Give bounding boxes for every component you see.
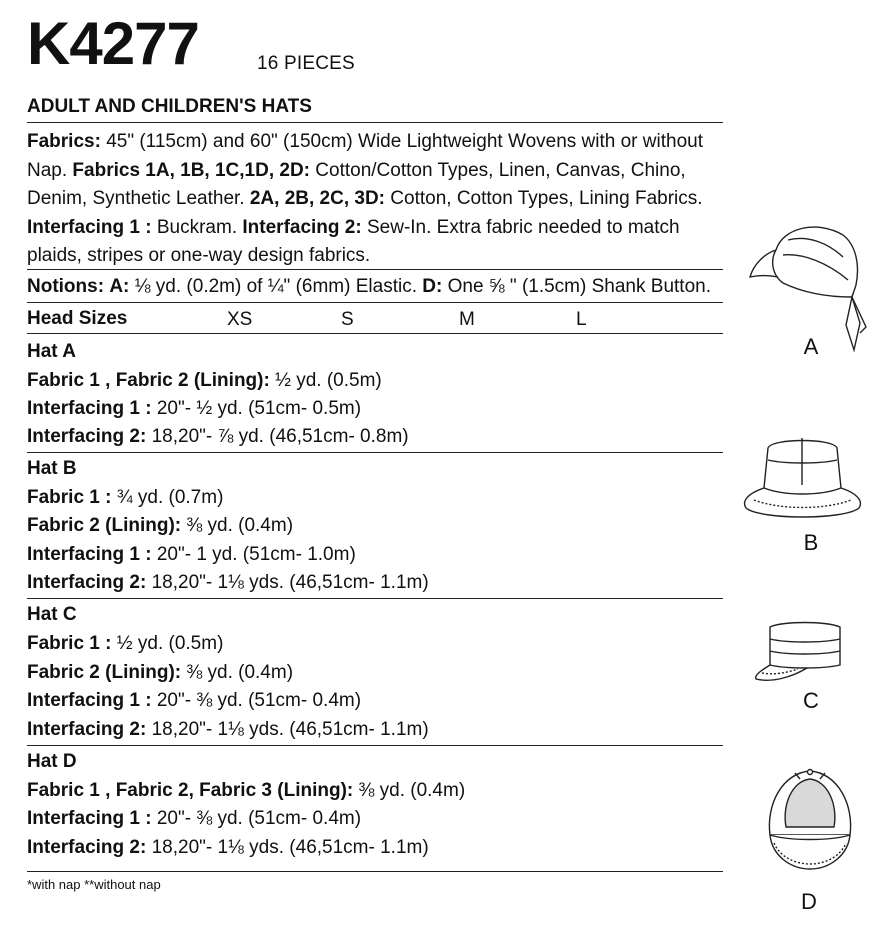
sketch-label-d: D [801,889,817,914]
divider [27,452,723,453]
size-l: L [576,309,587,330]
interfacing-1-label: Interfacing 1 : [27,216,152,238]
row-value: 20"- ½ yd. (51cm- 0.5m) [151,398,362,419]
row-value: ¾ yd. (0.7m) [111,487,224,508]
sketch-label-c: C [803,688,819,713]
row-value: ⅜ yd. (0.4m) [353,780,466,801]
fabrics-1-label: Fabrics 1A, 1B, 1C,1D, 2D: [72,159,311,181]
hat-b-row [27,488,223,507]
footnote: *with nap **without nap [27,877,161,892]
divider [27,269,723,270]
row-value: ⅜ yd. (0.4m) [181,662,294,683]
row-label: Fabric 2 (Lining): [27,662,182,683]
notions-a-label: A: [109,276,130,297]
row-label: Interfacing 2: [27,426,147,447]
divider [27,871,723,872]
row-label: Fabric 2 (Lining): [27,515,182,536]
notions-line [27,277,711,296]
hat-d-title: Hat D [27,751,77,772]
hat-b-row [27,573,429,592]
hat-b-row [27,545,356,564]
row-label: Fabric 1 , Fabric 2, Fabric 3 (Lining): [27,780,354,801]
hat-d-sketch-icon [760,765,860,880]
pieces-count: 16 PIECES [257,53,355,74]
notions-label: Notions: [27,276,105,297]
size-s: S [341,309,354,330]
divider [27,598,723,599]
fabrics-text: 45" (115cm) and 60" (150cm) Wide Lightweight Wovens with or without Nap. [27,131,703,181]
row-label: Fabric 1 , Fabric 2 (Lining): [27,370,270,391]
row-value: 18,20"- 1⅛ yds. (46,51cm- 1.1m) [146,719,429,740]
divider [27,745,723,746]
row-value: ½ yd. (0.5m) [111,633,224,654]
pattern-code: K4277 [27,10,199,77]
hat-b-sketch-icon [740,430,865,525]
hat-c-title: Hat C [27,604,77,625]
row-label: Interfacing 1 : [27,690,152,711]
row-value: ⅜ yd. (0.4m) [181,515,294,536]
row-label: Fabric 1 : [27,487,112,508]
hat-a-title: Hat A [27,341,76,362]
divider [27,122,723,123]
hat-b-title: Hat B [27,458,77,479]
row-value: 18,20"- 1⅛ yds. (46,51cm- 1.1m) [146,837,429,858]
interfacing-2-label: Interfacing 2: [242,216,362,238]
row-label: Interfacing 1 : [27,544,152,565]
hat-a-row [27,399,361,418]
divider [27,333,723,334]
hat-c-row [27,634,223,653]
fabrics-paragraph [27,128,717,271]
row-label: Interfacing 2: [27,572,147,593]
row-value: 20"- ⅜ yd. (51cm- 0.4m) [151,808,362,829]
hat-a-row [27,371,382,390]
row-value: 18,20"- ⅞ yd. (46,51cm- 0.8m) [146,426,409,447]
fabrics-label: Fabrics: [27,131,101,152]
divider [27,302,723,303]
hat-c-sketch-icon [752,615,857,685]
interfacing-2-text: Sew-In. Extra fabric needed to match plaids, stripes or one-way design fabrics. [27,216,680,266]
size-m: M [459,309,475,330]
size-xs: XS [227,309,253,330]
hat-b-row [27,516,293,535]
notions-a-text: ⅛ yd. (0.2m) of ¼" (6mm) Elastic. [129,276,423,297]
hat-c-row [27,720,429,739]
row-value: 20"- ⅜ yd. (51cm- 0.4m) [151,690,362,711]
notions-d-label: D: [422,276,443,297]
fabrics-2-label: 2A, 2B, 2C, 3D: [249,188,385,209]
sketch-label-b: B [803,530,819,555]
sketch-label-a: A [803,334,819,359]
hat-d-row [27,838,429,857]
row-value: 18,20"- 1⅛ yds. (46,51cm- 1.1m) [146,572,429,593]
hat-c-row [27,663,293,682]
hat-d-row [27,809,361,828]
row-label: Interfacing 1 : [27,808,152,829]
row-value: ½ yd. (0.5m) [269,370,382,391]
hat-d-row [27,781,465,800]
fabrics-1-text: Cotton/Cotton Types, Linen, Canvas, Chino, Denim, Synthetic Leather. [27,159,686,209]
page-title: ADULT AND CHILDREN'S HATS [27,96,312,117]
row-label: Interfacing 1 : [27,398,152,419]
row-label: Fabric 1 : [27,633,112,654]
row-label: Interfacing 2: [27,719,147,740]
row-label: Interfacing 2: [27,837,147,858]
hat-c-row [27,691,361,710]
head-sizes-label: Head Sizes [27,308,128,329]
interfacing-1-text: Buckram. [151,216,243,238]
notions-d-text: One ⅝ " (1.5cm) Shank Button. [442,276,711,297]
row-value: 20"- 1 yd. (51cm- 1.0m) [151,544,356,565]
hat-a-row [27,427,409,446]
hat-a-sketch-icon [748,205,868,355]
fabrics-2-text: Cotton, Cotton Types, Lining Fabrics. [385,188,703,209]
